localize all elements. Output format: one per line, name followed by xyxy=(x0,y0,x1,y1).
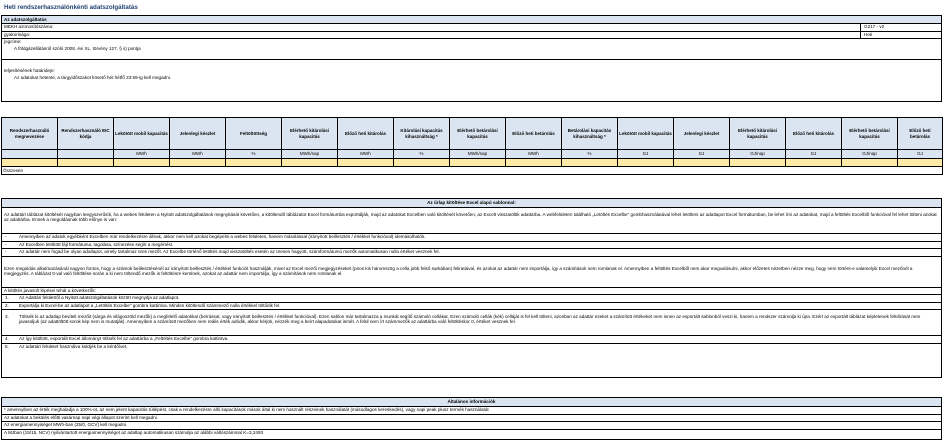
column-unit xyxy=(2,150,58,159)
general-info-line: Az energiamennyiséget MWh-ban (25/0, GCV) kell megadni. xyxy=(2,422,941,430)
column-header: Betárolási kapacitás kihasználtság * xyxy=(562,118,618,150)
column-header: Elérhető betárolási kapacitás xyxy=(842,118,898,150)
column-header: Jelenlegi készlet xyxy=(674,118,730,150)
column-header: Kitárolási kapacitás kihasználtság * xyxy=(394,118,450,150)
bullet-item: - Amennyiben az adatok egyébként Excelben már rendelkezésre állnak, akkor nem kell azokat begépelni a webes felületen, hanem másolással (irányított beillesztés / értékkel funkcióval) idemásolhatók. xyxy=(2,234,941,242)
column-unit: GJ/nap xyxy=(730,150,786,159)
instructions-intro: Az adattári táblázat kitöltését nagyban leegyszerűsíti, ha a webes felületen a Nyitott adatszolgáltatások megnyitását követően, a kitöltendő táblázatot Excel formátumba exportálják, majd az adatokat Excelben való kitöltését követően, az Excelt visszatöltik adattárba. A webfelületen található „Letöltés Excelbe" gombhasználatával lehet letölteni az adatlapot Excel formátumban, be lehet írni az adatokat, majd a feltöltés Excelből funkcióval fel lehet tölteni azokat az adattárba. Ennek a megoldásnak több előnye is van: xyxy=(2,211,941,234)
bullet-item: - Az Excelben letöltött fájl formátuma, tagolása, színezése segíti a megértést. xyxy=(2,242,941,250)
instructions-bullets xyxy=(2,234,941,257)
data-input-cell[interactable] xyxy=(842,159,898,167)
page-title: Heti rendszerhasználónkénti adatszolgáltatás xyxy=(4,4,138,11)
data-input-cell[interactable] xyxy=(2,159,58,167)
info-section xyxy=(1,15,942,102)
column-unit: MWh xyxy=(338,150,394,159)
column-header: Előző heti betárolás xyxy=(898,118,943,150)
general-info-line: Az adatokat a bekülés előtti vasárnap napi végi állapot szerint kell megadni. xyxy=(2,415,941,423)
column-header: Jelenlegi készlet xyxy=(170,118,226,150)
table-header-row xyxy=(2,118,943,150)
data-input-cell[interactable] xyxy=(898,159,943,167)
bullet-item: - Az adattár nem fogad be olyan adatlapot, amely tartalmaz üres mezőt. Az Excelbe történő letöltés majd visszatöltés esetén az üresen hagyott, számformátumú mezők automatikusan nulla értéket vesznek fel. xyxy=(2,249,941,257)
data-input-cell[interactable] xyxy=(170,159,226,167)
column-unit: % xyxy=(394,150,450,159)
step-item: 2. Exportálja ki Excel-be az adatlapot a „Letöltés Excelbe" gombra kattintva. Minden kitöltendő számmező nulla értékkel töltődik fel. xyxy=(2,303,941,311)
instructions-paragraph: Ezen megoldás alkalmazásánál nagyon fontos, hogy a számok beillesztésénél az irányított beillesztés / értékkel funkciót használják, mivel az Excel mezői megjegyzéseket (piros kis háromszög a cella jobb felső sarkában) feliratiával, és azokat az adattár nem importálja, így a számítások nem romlanak el. Amennyiben a feltöltés Excelből nem akar megvalósulni, akkor előzetes nézetben nézze meg, hogy nem történt-e valamelyik Excel mezőnél a megjegyzés. A táblázat 0-val való feltöltése során a ki nem töltendő mezők is feltöltésre kerülnek, azokat az adattár nem importálja, így a számítások nem romlanak el. xyxy=(2,265,941,288)
mekh-value: G217 - v2 xyxy=(860,24,884,31)
deadline-text: Az adatokat hetente, a tárgyidőszakot követő hét hétfő 23:59-ig kell megadni. xyxy=(14,74,172,80)
column-unit: MWh/nap xyxy=(450,150,506,159)
data-input-cell[interactable] xyxy=(114,159,170,167)
column-unit: GJ xyxy=(786,150,842,159)
data-input-cell[interactable] xyxy=(394,159,450,167)
law-text: A földgázellátásról szóló 2008. évi XL. törvény 127. § s) pontja xyxy=(14,45,141,51)
data-input-cell[interactable] xyxy=(338,159,394,167)
step-item: 1. Az Adattári felületről a Nyitott adatszolgáltatások között megnyitja az adatlapot. xyxy=(2,295,941,303)
column-header: Elérhető kitárolási kapacitás xyxy=(282,118,338,150)
table-unit-row xyxy=(2,150,943,159)
general-info-line: A MJban (15/15, NCV) nyilvántartott energiamennyiséget az adatlap automatikusan számolja az alábbi váltószámmal K=3,2493 xyxy=(4,429,264,435)
law-label: jogcíme: xyxy=(4,39,22,44)
column-header: Elérhető betárolási kapacitás xyxy=(450,118,506,150)
general-info-header: Általános információk xyxy=(2,398,941,407)
column-header: Feltöltöttség xyxy=(226,118,282,150)
column-unit: % xyxy=(226,150,282,159)
data-input-cell[interactable] xyxy=(674,159,730,167)
column-unit: GJ xyxy=(618,150,674,159)
deadline-label: teljesítésének határideje: xyxy=(4,68,55,73)
data-input-cell[interactable] xyxy=(58,159,114,167)
column-header: Elérhető kitárolási kapacitás xyxy=(730,118,786,150)
column-header: Lekötött mobil kapacitás xyxy=(618,118,674,150)
data-input-cell[interactable] xyxy=(450,159,506,167)
column-header: Előző heti betárolás xyxy=(506,118,562,150)
instructions-section xyxy=(1,198,942,378)
instructions-header: Az űrlap kitöltése Excel alapú sablonnal: xyxy=(2,199,941,208)
step-item: 3. Töltsék ki az adatlap beviteli mezőit (sárga és világoszöld mezők) a megfelelő adatokkal (beírással, vagy irányított beillesztés / értékkel funkcióval). Ezen sablon már tartalmazza a munkát segítő számoló cellákat. Ezen számoló cellák (kék) celláját is fel kell tölteni, azonban az adattár ezeket a számított értékeket nem innen az exportált sablonból veszi ki, hanem a rendszer számolja ki újra. Ezért az exportált táblázat képletenek felülírását nem javasoljuk (az adattöltött sorok kép nem is mutatják). Amennyiben a számított mezőben nem reális érték adódik, akkor kérjük, nézzék meg a beírt alapadatokat ismét. A felül nem írt számmezők az adattárba való feltöltéskor 0, értéket vesznek fel. xyxy=(2,310,941,336)
column-header: Lekötött mobil kapacitás xyxy=(114,118,170,150)
step-item: 5. Az adattári felületet használva küldjék be a kérdőívet. xyxy=(5,343,128,349)
column-unit: GJ/nap xyxy=(842,150,898,159)
general-info-line: * amennyiben az érték meghaladja a 100%-ot, az nem jelent kapacitás túllépést, csak a rendelkezésre álló kapacitások mások által ki nem használt részeinek használatát (másodlagos kereskedés), vagy napi peak plusz termék használatát xyxy=(2,407,941,415)
law-block xyxy=(2,39,941,60)
column-unit: GJ xyxy=(898,150,943,159)
column-unit: MWh xyxy=(114,150,170,159)
data-input-cell[interactable] xyxy=(562,159,618,167)
column-header: Rendszerhasználó EIC kódja xyxy=(58,118,114,150)
steps-label: A kitöltés javasolt lépései tehát a következők: xyxy=(2,288,941,296)
table-total-row xyxy=(2,167,943,175)
data-input-cell[interactable] xyxy=(506,159,562,167)
total-label: Összesen xyxy=(2,167,943,175)
general-info-section xyxy=(1,397,942,440)
deadline-block xyxy=(2,68,941,108)
frequency-row xyxy=(2,32,941,40)
mekh-row xyxy=(2,24,941,32)
step-item: 4. Az így kitöltött, exportált Excel állományt töltsék fel az adattárba a „Feltöltés Excelbe" gombra kattintva. xyxy=(2,336,941,344)
column-unit xyxy=(58,150,114,159)
data-input-cell[interactable] xyxy=(282,159,338,167)
column-header: Rendszerhasználó megnevezése xyxy=(2,118,58,150)
column-unit: MWh/nap xyxy=(282,150,338,159)
column-unit: % xyxy=(562,150,618,159)
data-input-cell[interactable] xyxy=(730,159,786,167)
data-input-cell[interactable] xyxy=(618,159,674,167)
frequency-label: gyakorisága: xyxy=(4,31,31,37)
capacity-table xyxy=(1,117,943,175)
column-header: Előző heti kitárolás xyxy=(786,118,842,150)
table-input-row xyxy=(2,159,943,167)
column-unit: GJ xyxy=(674,150,730,159)
data-input-cell[interactable] xyxy=(786,159,842,167)
data-input-cell[interactable] xyxy=(226,159,282,167)
column-header: Előző heti kitárolás xyxy=(338,118,394,150)
frequency-value: Heti xyxy=(860,32,872,39)
mekh-label: MEKH azonosítószáma: xyxy=(4,24,54,29)
info-header: Az adatszolgáltatás xyxy=(2,16,941,24)
column-unit: MWh xyxy=(170,150,226,159)
column-unit: MWh xyxy=(506,150,562,159)
